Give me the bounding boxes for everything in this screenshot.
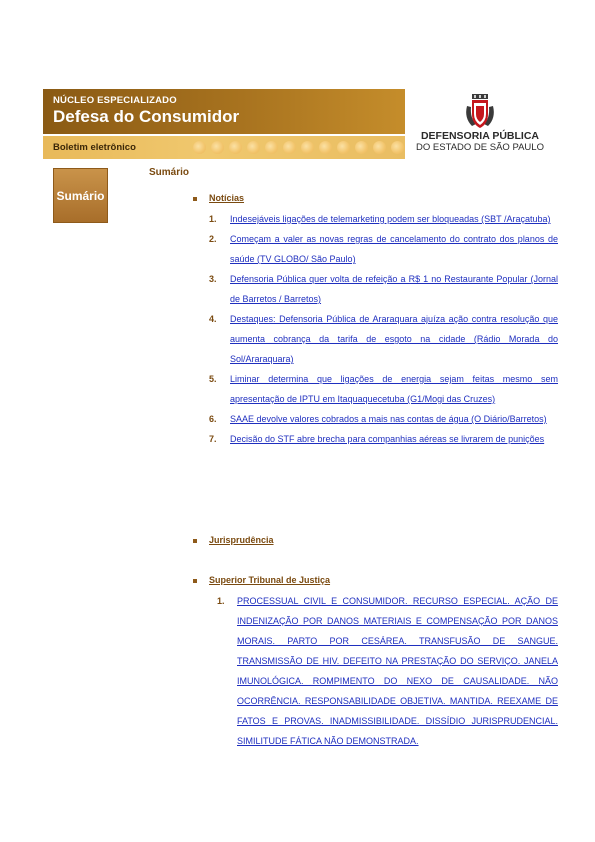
news-link[interactable]: SAAE devolve valores cobrados a mais nas contas de água (O Diário/Barretos) xyxy=(230,414,547,424)
noticias-link[interactable]: Notícias xyxy=(209,193,245,203)
list-item xyxy=(193,309,558,369)
section-header xyxy=(193,193,563,207)
item-number: 1. xyxy=(209,214,217,224)
news-link[interactable]: Liminar determina que ligações de energia sejam feitas mesmo sem apresentação de IPTU em Itaquaquecetuba (G1/Mogi das Cruzes) xyxy=(230,374,558,404)
banner-subtitle: Boletim eletrônico xyxy=(53,142,136,153)
logo-line-2: DO ESTADO DE SÃO PAULO xyxy=(416,142,544,153)
summary-box: Sumário xyxy=(53,168,108,223)
dot-decoration xyxy=(229,141,242,154)
defensoria-logo xyxy=(415,92,545,158)
dot-decoration xyxy=(265,141,278,154)
stj-link[interactable]: Superior Tribunal de Justiça xyxy=(209,575,331,585)
item-number: 7. xyxy=(209,434,217,444)
list-item xyxy=(193,591,558,751)
section-jurisprudencia xyxy=(193,535,563,549)
coat-of-arms-icon xyxy=(462,94,498,130)
section-header xyxy=(193,535,563,549)
bullet-icon xyxy=(193,197,197,201)
noticias-list xyxy=(193,209,558,449)
bullet-icon xyxy=(193,579,197,583)
dot-decoration xyxy=(337,141,350,154)
section-header xyxy=(193,575,563,589)
jurisprudencia-link[interactable]: Jurisprudência xyxy=(209,535,274,545)
bullet-icon xyxy=(193,539,197,543)
item-number: 6. xyxy=(209,414,217,424)
dot-decoration xyxy=(283,141,296,154)
item-number: 2. xyxy=(209,234,217,244)
news-link[interactable]: Indesejáveis ligações de telemarketing podem ser bloqueadas (SBT /Araçatuba) xyxy=(230,214,551,224)
list-item xyxy=(193,229,558,269)
list-item xyxy=(193,369,558,409)
banner-title-bar xyxy=(43,89,405,134)
news-link[interactable]: Destaques: Defensoria Pública de Araraquara ajuíza ação contra resolução que aumenta cobrança da tarifa de esgoto na cidade (Rádio Morada do Sol/Araraquara) xyxy=(230,314,558,364)
header-banner xyxy=(43,89,405,159)
logo-line-1: DEFENSORIA PÚBLICA xyxy=(420,130,540,142)
dot-decoration xyxy=(373,141,386,154)
news-link[interactable]: Decisão do STF abre brecha para companhias aéreas se livrarem de punições xyxy=(230,434,545,444)
dot-decoration xyxy=(391,141,404,154)
news-link[interactable]: Começam a valer as novas regras de cancelamento do contrato dos planos de saúde (TV GLOBO/ São Paulo) xyxy=(230,234,558,264)
dot-decoration xyxy=(247,141,260,154)
section-noticias xyxy=(193,193,563,444)
case-link[interactable]: PROCESSUAL CIVIL E CONSUMIDOR. RECURSO ESPECIAL. AÇÃO DE INDENIZAÇÃO POR DANOS MATERIAIS E COMPENSAÇÃO POR DANOS MORAIS. PARTO POR CESÁREA. TRANSFUSÃO DE SANGUE. TRANSMISSÃO DE HIV. DEFEITO NA PRESTAÇÃO DO SERVIÇO. JANELA IMUNOLÓGICA. ROMPIMENTO DO NEXO DE CAUSALIDADE. NÃO OCORRÊNCIA. RESPONSABILIDADE OBJETIVA. MANTIDA. REEXAME DE FATOS E PROVAS. INADMISSIBILIDADE. DISSÍDIO JURISPRUDENCIAL. SIMILITUDE FÁTICA NÃO DEMONSTRADA. xyxy=(237,596,558,746)
dot-decoration xyxy=(193,141,206,154)
item-number: 4. xyxy=(209,314,217,324)
list-item xyxy=(193,209,558,229)
section-stj xyxy=(193,575,563,746)
stj-list xyxy=(193,591,558,751)
dot-decoration xyxy=(355,141,368,154)
banner-title: Defesa do Consumidor xyxy=(53,107,240,126)
banner-subtitle-bar xyxy=(43,136,405,159)
dot-decoration xyxy=(319,141,332,154)
list-item xyxy=(193,409,558,429)
banner-kicker: NÚCLEO ESPECIALIZADO xyxy=(53,95,177,106)
list-item xyxy=(193,429,558,449)
list-item xyxy=(193,269,558,309)
summary-heading: Sumário xyxy=(149,167,190,178)
news-link[interactable]: Defensoria Pública quer volta de refeição a R$ 1 no Restaurante Popular (Jornal de Barretos / Barretos) xyxy=(230,274,558,304)
item-number: 3. xyxy=(209,274,217,284)
dot-decoration xyxy=(301,141,314,154)
item-number: 1. xyxy=(217,596,225,606)
item-number: 5. xyxy=(209,374,217,384)
decorative-dots xyxy=(193,141,404,154)
dot-decoration xyxy=(211,141,224,154)
